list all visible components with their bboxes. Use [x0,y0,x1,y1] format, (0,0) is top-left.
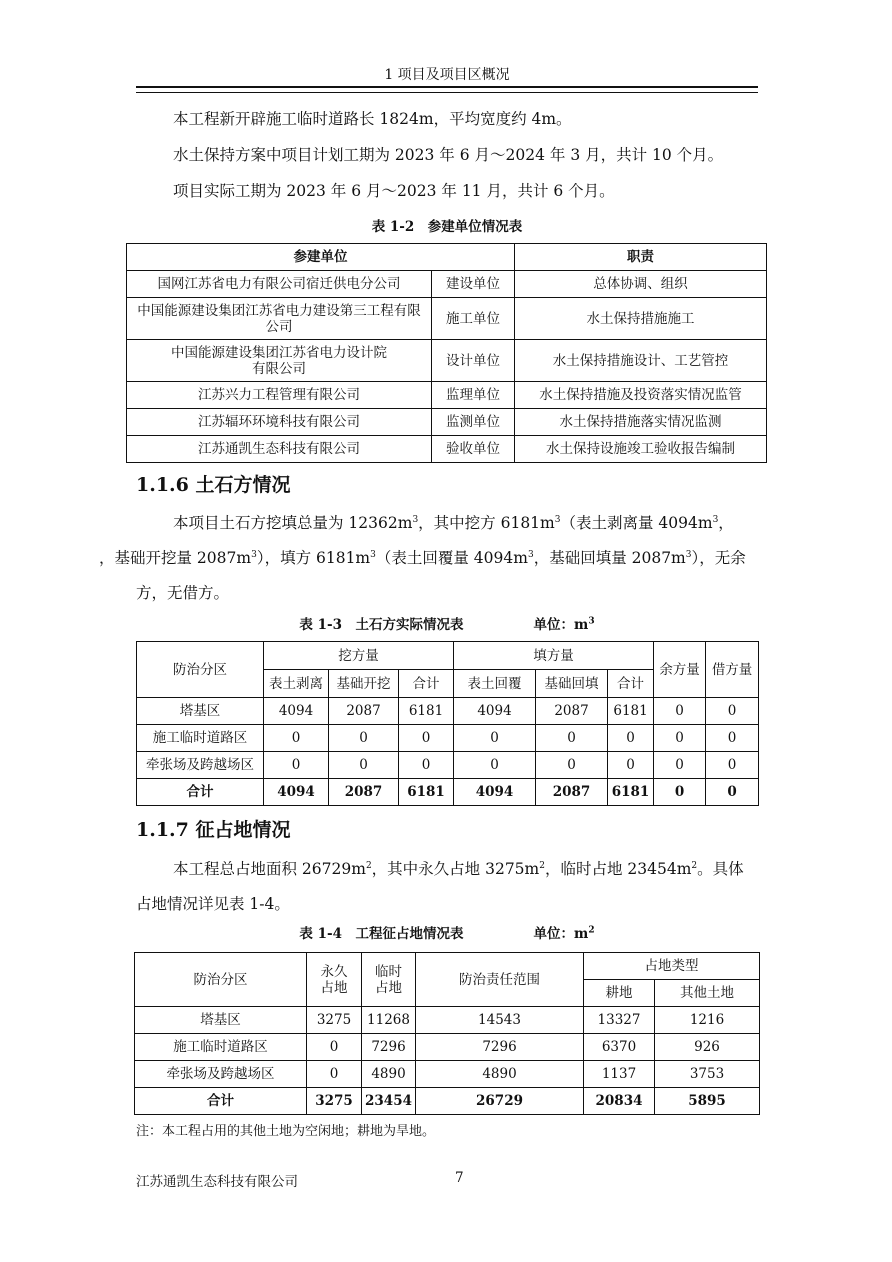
table-header-row [127,244,767,271]
total-cell: 26729 [416,1088,584,1115]
org-cell: 江苏通凯生态科技有限公司 [127,436,432,463]
total-cell: 0 [654,779,706,806]
land-paragraph: 本工程总占地面积 $26729m^2$，其中永久占地 $3275m^2$，临时占地 $23454m^2$。具体占地情况详见表 1-4。 [136,860,744,913]
page-number: 7 [455,1170,464,1186]
intro-paragraph-2: 水土保持方案中项目计划工期为 2023 年 6 月～2024 年 3 月，共计 10 个月。 [173,146,724,164]
org-cell: 中国能源建设集团江苏省电力建设第三工程有限公司 [127,298,432,340]
table-row [127,409,767,436]
table-row [127,271,767,298]
total-cell: 6181 [399,779,454,806]
value-cell: 13327 [584,1007,655,1034]
total-cell: 20834 [584,1088,655,1115]
total-cell: 0 [706,779,759,806]
value-cell: 0 [264,752,329,779]
value-cell: 3753 [655,1061,760,1088]
table-row [137,725,759,752]
total-cell: 3275 [307,1088,362,1115]
duty-cell: 水土保持措施落实情况监测 [515,409,767,436]
org-cell: 江苏辐环环境科技有限公司 [127,409,432,436]
section-title-1-1-6: 1.1.6 土石方情况 [136,474,291,496]
value-cell: 2087 [536,698,608,725]
org-cell: 江苏兴力工程管理有限公司 [127,382,432,409]
role-cell: 建设单位 [432,271,515,298]
total-label-cell: 合计 [135,1088,307,1115]
value-cell: 2087 [329,698,399,725]
zone-cell: 牵张场及跨越场区 [137,752,264,779]
table-row [137,752,759,779]
header-permanent: 永久占地 [307,953,362,1007]
value-cell: 0 [399,725,454,752]
header-scope: 防治责任范围 [416,953,584,1007]
value-cell: 6181 [608,698,654,725]
table-row [135,1007,760,1034]
role-cell: 验收单位 [432,436,515,463]
value-cell: 1137 [584,1061,655,1088]
value-cell: 0 [307,1061,362,1088]
value-cell: 0 [264,725,329,752]
header-cultivated: 耕地 [584,980,655,1007]
intro-paragraph-3: 项目实际工期为 2023 年 6 月～2023 年 11 月，共计 6 个月。 [173,182,615,200]
zone-cell: 牵张场及跨越场区 [135,1061,307,1088]
table-1-3-caption: 表 1-3 土石方实际情况表 单位：$m^3$ [299,616,595,633]
header-cut-total: 合计 [399,670,454,698]
header-surplus: 余方量 [654,642,706,698]
header-rule-thick [136,86,758,88]
total-cell: 2087 [329,779,399,806]
duty-cell: 总体协调、组织 [515,271,767,298]
section-title-1-1-7: 1.1.7 征占地情况 [136,819,291,841]
total-cell: 23454 [362,1088,416,1115]
header-temporary: 临时占地 [362,953,416,1007]
value-cell: 0 [307,1034,362,1061]
value-cell: 0 [608,752,654,779]
value-cell: 4890 [416,1061,584,1088]
total-cell: 5895 [655,1088,760,1115]
header-fill-foundation: 基础回填 [536,670,608,698]
header-borrow: 借方量 [706,642,759,698]
zone-cell: 施工临时道路区 [135,1034,307,1061]
role-cell: 施工单位 [432,298,515,340]
header-cut: 挖方量 [264,642,454,670]
footer-company: 江苏通凯生态科技有限公司 [136,1174,298,1190]
role-cell: 监测单位 [432,409,515,436]
value-cell: 0 [654,752,706,779]
duty-cell: 水土保持措施及投资落实情况监管 [515,382,767,409]
participants-table [126,243,767,463]
value-cell: 0 [329,725,399,752]
value-cell: 0 [454,725,536,752]
org-cell: 中国能源建设集团江苏省电力设计院有限公司 [127,340,432,382]
role-cell: 监理单位 [432,382,515,409]
table-row [135,1061,760,1088]
value-cell: 1216 [655,1007,760,1034]
total-cell: 2087 [536,779,608,806]
table-1-2-caption: 表 1-2 参建单位情况表 [371,219,523,235]
value-cell: 0 [536,725,608,752]
value-cell: 7296 [362,1034,416,1061]
total-cell: 6181 [608,779,654,806]
value-cell: 0 [608,725,654,752]
zone-cell: 塔基区 [137,698,264,725]
table-note: 注：本工程占用的其他土地为空闲地；耕地为旱地。 [136,1124,436,1139]
header-fill: 填方量 [454,642,654,670]
value-cell: 0 [654,698,706,725]
value-cell: 11268 [362,1007,416,1034]
value-cell: 0 [706,752,759,779]
org-cell: 国网江苏省电力有限公司宿迁供电分公司 [127,271,432,298]
header-cut-topsoil: 表土剥离 [264,670,329,698]
header-duty: 职责 [515,244,767,271]
value-cell: 4890 [362,1061,416,1088]
total-label-cell: 合计 [137,779,264,806]
header-org: 参建单位 [127,244,515,271]
header-zone: 防治分区 [135,953,307,1007]
table-total-row [135,1088,760,1115]
table-row [137,698,759,725]
value-cell: 4094 [454,698,536,725]
header-other-land: 其他土地 [655,980,760,1007]
zone-cell: 施工临时道路区 [137,725,264,752]
value-cell: 0 [329,752,399,779]
header-rule-thin [136,92,758,93]
header-fill-total: 合计 [608,670,654,698]
value-cell: 3275 [307,1007,362,1034]
earthwork-paragraph: 本项目土石方挖填总量为 $12362m^3$，其中挖方 $6181m^3$（表土剥离量 $4094m^3$， ，基础开挖量 $2087m^3$），填方 $6181m^3$（表土回覆量 $4094m^3$，基础回填量 $2087m^3$），无余方，无借方。 [99,514,746,602]
value-cell: 6370 [584,1034,655,1061]
total-cell: 4094 [454,779,536,806]
value-cell: 0 [706,698,759,725]
value-cell: 0 [454,752,536,779]
value-cell: 6181 [399,698,454,725]
table-row [127,382,767,409]
value-cell: 4094 [264,698,329,725]
header-fill-topsoil: 表土回覆 [454,670,536,698]
table-1-4-caption: 表 1-4 工程征占地情况表 单位：$m^2$ [299,925,595,942]
table-row [127,436,767,463]
header-cut-foundation: 基础开挖 [329,670,399,698]
zone-cell: 塔基区 [135,1007,307,1034]
duty-cell: 水土保持措施施工 [515,298,767,340]
intro-paragraph-1: 本工程新开辟施工临时道路长 1824m，平均宽度约 4m。 [173,110,572,128]
total-cell: 4094 [264,779,329,806]
table-row [127,298,767,340]
table-row [127,340,767,382]
value-cell: 926 [655,1034,760,1061]
value-cell: 0 [706,725,759,752]
duty-cell: 水土保持措施设计、工艺管控 [515,340,767,382]
table-row [135,1034,760,1061]
running-header: 1 项目及项目区概况 [384,67,510,83]
role-cell: 设计单位 [432,340,515,382]
value-cell: 0 [399,752,454,779]
land-occupation-table [134,952,760,1115]
table-total-row [137,779,759,806]
header-zone: 防治分区 [137,642,264,698]
earthwork-table [136,641,759,806]
value-cell: 7296 [416,1034,584,1061]
duty-cell: 水土保持设施竣工验收报告编制 [515,436,767,463]
value-cell: 0 [536,752,608,779]
value-cell: 14543 [416,1007,584,1034]
header-land-type: 占地类型 [584,953,760,980]
value-cell: 0 [654,725,706,752]
